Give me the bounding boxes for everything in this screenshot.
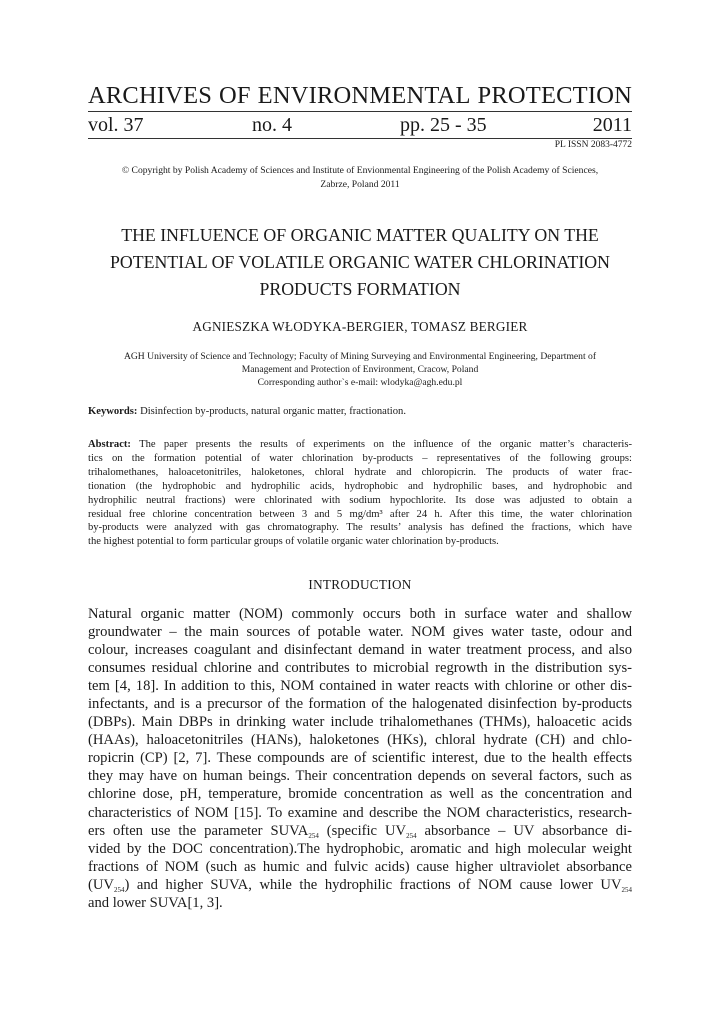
copyright-line: Zabrze, Poland 2011 — [320, 179, 400, 190]
affiliation-line: Management and Protection of Environment, Cracow, Poland — [241, 364, 479, 375]
body-line: chlorine dose, pH, temperature, bromide concentration as well as the concentration and — [88, 786, 632, 803]
body-line: they may have on human beings. Their concentration depends on several factors, such as — [88, 768, 632, 785]
body-line — [88, 876, 632, 894]
issn: PL ISSN 2083-4772 — [554, 140, 632, 150]
body-line: (HAAs), haloacetonitriles (HANs), haloketones (HKs), chloral hydrate (CH) and chlo- — [88, 732, 632, 749]
abstract-text: The paper presents the results of experiments on the influence of the organic matter’s characteris- — [130, 439, 632, 450]
abstract-line: hydrophilic neutral fractions) were chlorinated with sodium hypochlorite. Its dose was adjusted to obtain a — [88, 494, 632, 506]
subscript: 254 — [113, 885, 125, 894]
abstract-line: the highest potential to form particular groups of volatile organic water chlorination by-products. — [88, 536, 499, 548]
volume: vol. 37 — [88, 114, 144, 136]
subscript: 254 — [308, 831, 319, 840]
keywords-text: Disinfection by-products, natural organic matter, fractionation. — [137, 406, 406, 417]
affiliation-line: AGH University of Science and Technology; Faculty of Mining Surveying and Environmental Engineering, Department of — [123, 351, 597, 362]
page-range: pp. 25 - 35 — [400, 114, 487, 136]
journal-title-word: ENVIRONMENTAL — [257, 82, 471, 109]
body-text-segment: absorbance – UV absorbance di- — [416, 822, 632, 839]
body-line: infectants, and is a precursor of the formation of the halogenated disinfection by-products — [88, 696, 632, 713]
issue-divider — [88, 138, 632, 139]
abstract-line: trihalomethanes, haloacetonitriles, haloketones, chloral hydrate and chloropicrin. The products of water frac- — [88, 466, 632, 478]
body-text-segment: ) and higher SUVA, while the hydrophilic fractions of NOM cause lower UV — [124, 876, 622, 893]
abstract-line: tionation (the hydrophobic and hydrophilic acids, hydrophobic and hydrophilic bases, and hydrophobic and — [88, 480, 632, 492]
journal-title — [88, 80, 632, 112]
body-line: characteristics of NOM [15]. To examine and describe the NOM characteristics, research- — [88, 804, 632, 821]
keywords — [88, 406, 632, 417]
body-line: and lower SUVA[1, 3]. — [88, 894, 223, 911]
abstract — [88, 438, 632, 549]
authors: AGNIESZKA WŁODYKA-BERGIER, TOMASZ BERGIER — [192, 319, 528, 334]
body-line: (DBPs). Main DBPs in drinking water include trihalomethanes (THMs), haloacetic acids — [88, 714, 632, 731]
title-line: PRODUCTS FORMATION — [259, 279, 461, 299]
journal-title-word: OF — [219, 82, 251, 109]
subscript: 254 — [406, 831, 417, 840]
abstract-line: residual free chlorine concentration between 3 and 5 mg/dm³ after 24 h. After this time, the water chlorination — [88, 508, 632, 520]
body-line: Natural organic matter (NOM) commonly occurs both in surface water and shallow — [88, 606, 632, 622]
section-heading: INTRODUCTION — [308, 577, 412, 592]
issue-info — [88, 112, 632, 138]
journal-title-word: PROTECTION — [477, 82, 632, 109]
body-line: consumes residual chlorine and contributes to microbial regrowth in the distribution sys- — [88, 660, 632, 677]
body-line: fractions of NOM (such as humic and fulvic acids) cause higher ultraviolet absorbance — [88, 858, 632, 875]
body-line: tem [4, 18]. In addition to this, NOM contained in water reacts with chlorine or other dis- — [88, 678, 632, 695]
body-line: groundwater – the main sources of potable water. NOM gives water taste, odour and — [88, 624, 632, 641]
journal-title-word: ARCHIVES — [88, 82, 213, 109]
paper-title — [88, 222, 632, 303]
body-text-segment: (specific UV — [318, 822, 407, 839]
title-line: THE INFLUENCE OF ORGANIC MATTER QUALITY ON THE — [121, 225, 599, 245]
introduction-body — [88, 605, 632, 912]
year: 2011 — [592, 114, 632, 136]
body-text-segment: (UV — [88, 876, 114, 893]
keywords-label: Keywords: — [88, 406, 138, 417]
abstract-line — [88, 438, 632, 452]
title-line: POTENTIAL OF VOLATILE ORGANIC WATER CHLORINATION — [110, 252, 610, 272]
body-line — [88, 822, 632, 840]
body-line: vided by the DOC concentration).The hydrophobic, aromatic and high molecular weight — [88, 840, 632, 857]
subscript: 254 — [621, 885, 632, 894]
affiliation-line: Corresponding author`s e-mail: wlodyka@agh.edu.pl — [257, 377, 463, 388]
abstract-line: tics on the formation potential of water chlorination by-products – representatives of the following groups: — [88, 452, 632, 464]
issue-number: no. 4 — [252, 114, 292, 136]
body-text-segment: ers often use the parameter SUVA — [88, 822, 309, 839]
copyright-line: © Copyright by Polish Academy of Sciences and Institute of Envionmental Engineering of the Polish Academy of Sciences, — [121, 165, 599, 176]
abstract-label: Abstract: — [88, 439, 131, 450]
affiliation — [88, 350, 632, 389]
abstract-line: by-products were analyzed with gas chromatography. The results’ analysis has defined the fractions, which have — [88, 522, 632, 534]
copyright-notice — [88, 164, 632, 192]
body-line: colour, increases coagulant and disinfectant demand in water treatment process, and also — [88, 642, 632, 659]
body-line: ropicrin (CP) [2, 7]. These compounds are of scientific interest, due to the health effects — [88, 750, 632, 767]
